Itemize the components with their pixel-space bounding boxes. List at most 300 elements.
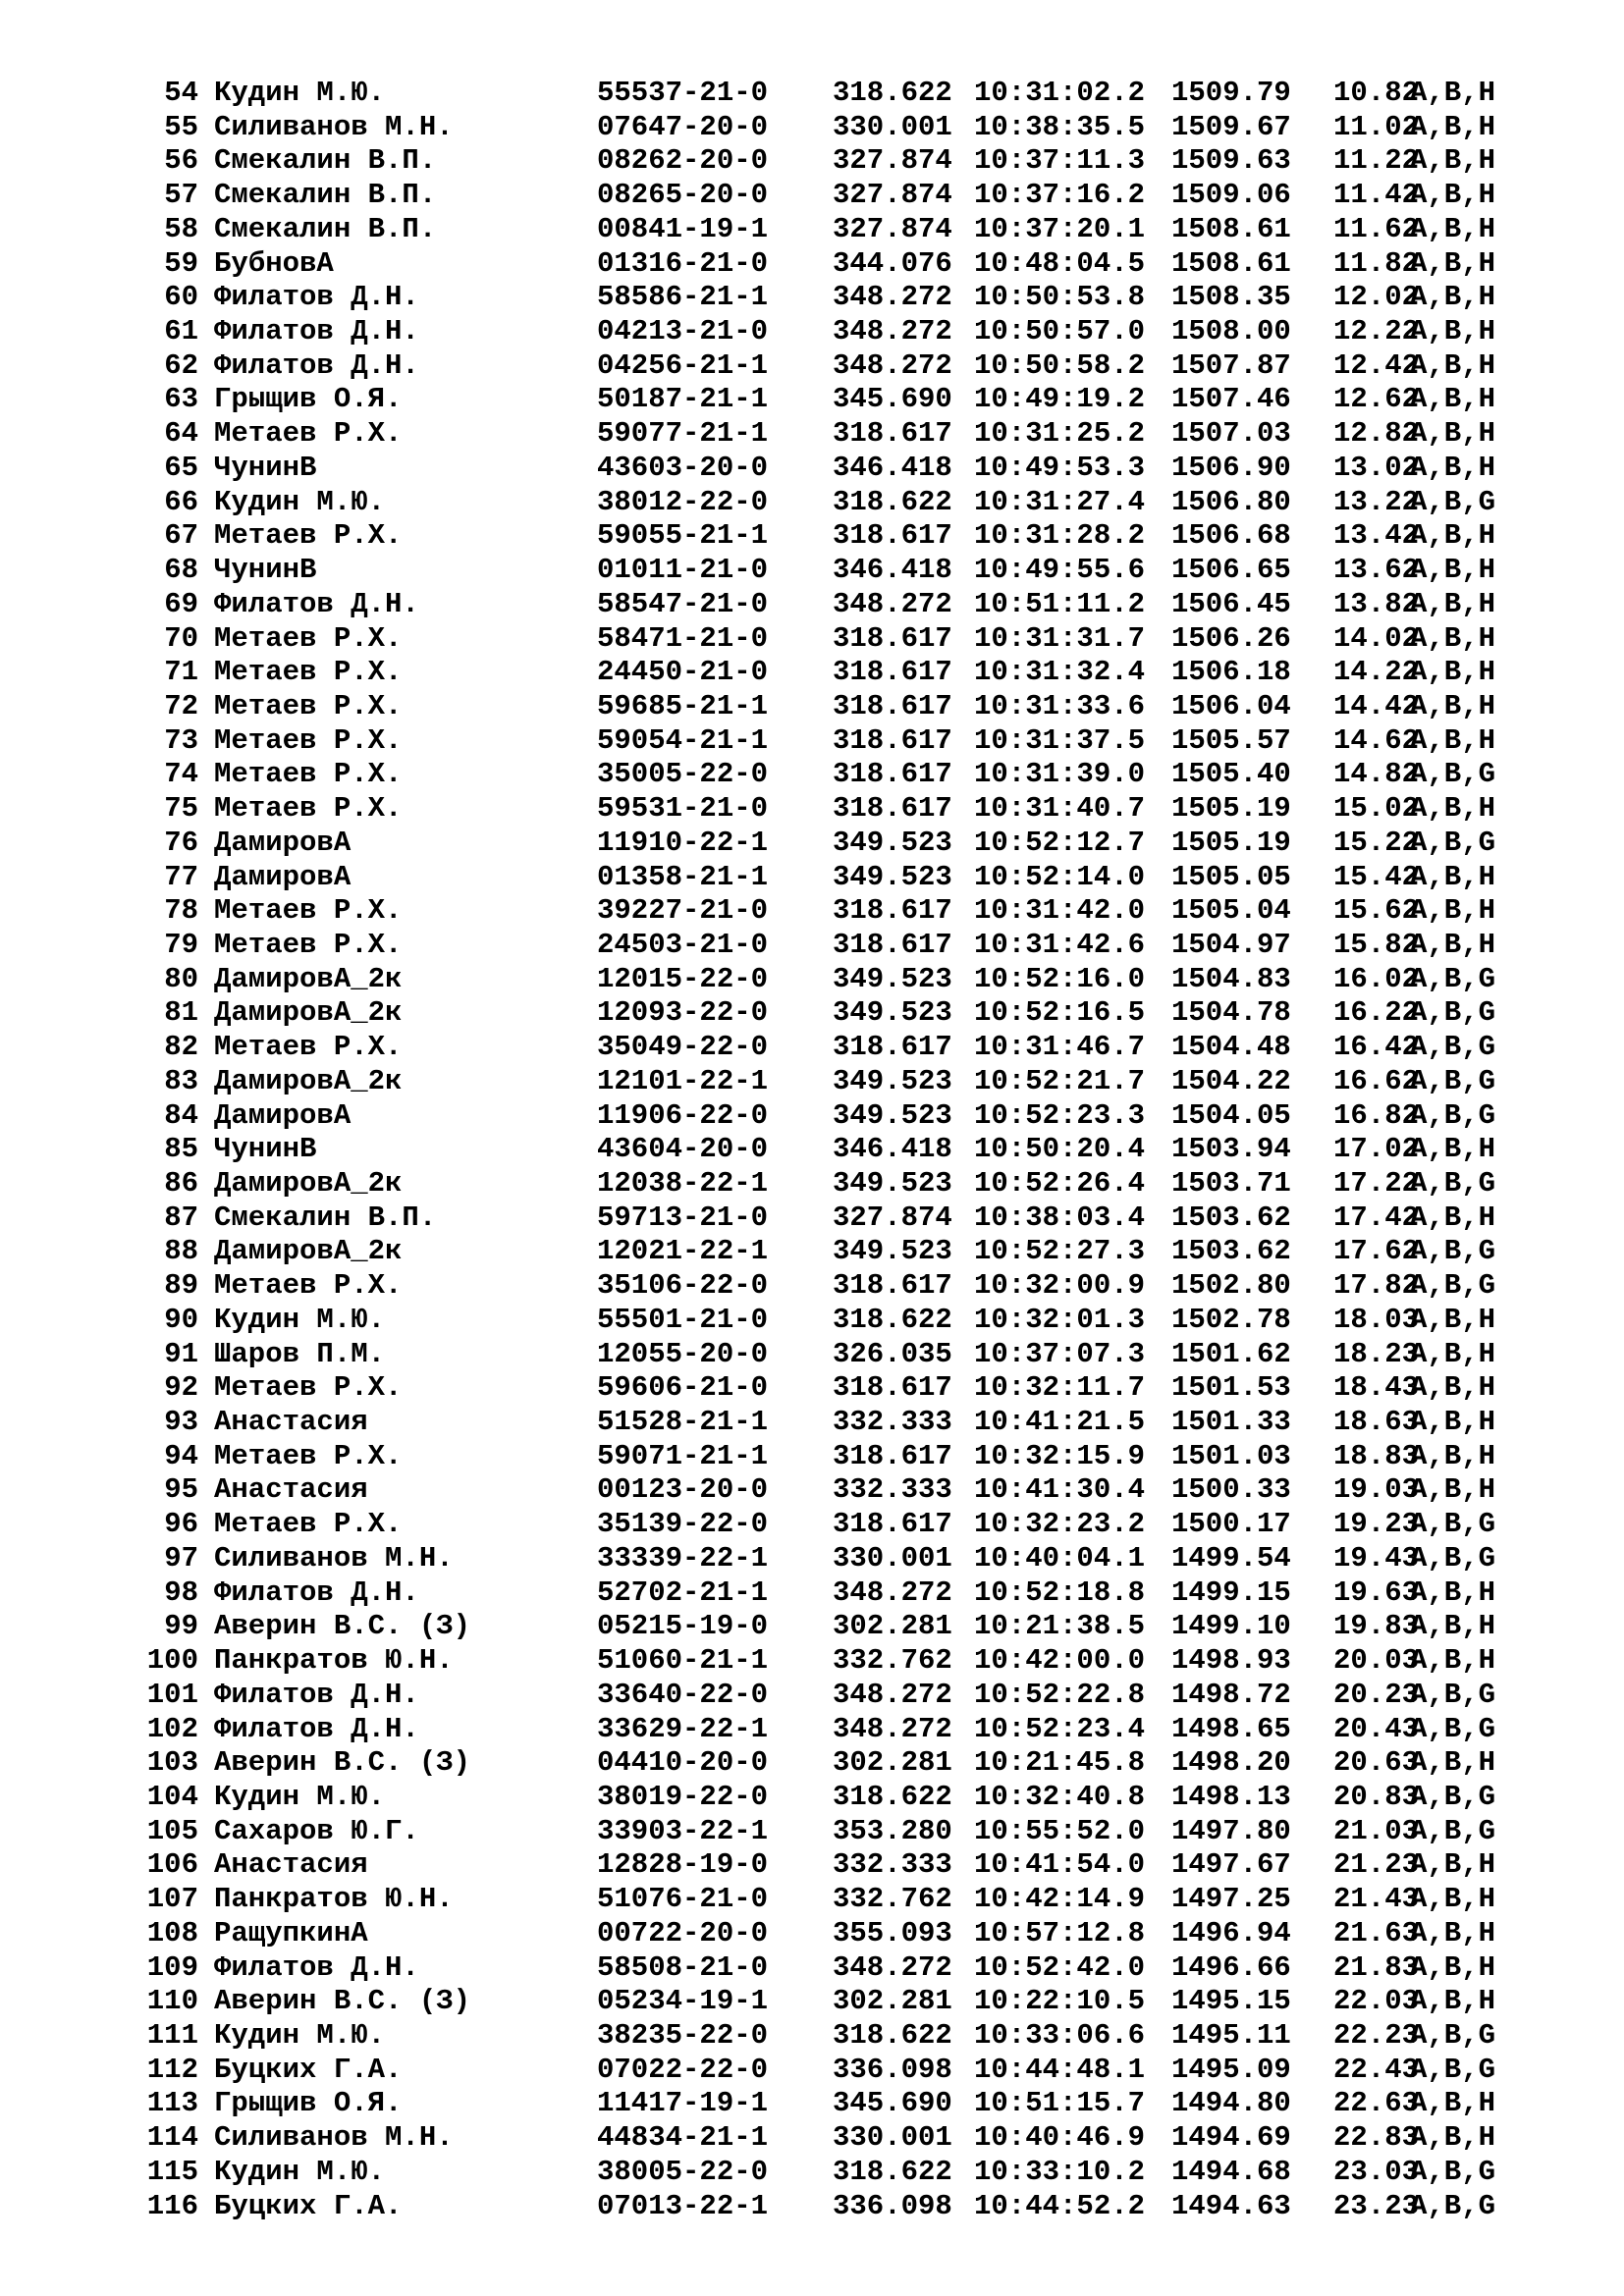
table-row: [137, 1338, 1561, 1372]
speed-value: 1496.66: [1171, 1950, 1291, 1984]
distance-value: 346.418: [833, 554, 952, 587]
fancier-name: ДамировА: [214, 860, 352, 893]
coefficient-value: 14.82: [1333, 758, 1420, 791]
row-number: 112: [146, 2053, 198, 2086]
fancier-name: БубновА: [214, 246, 334, 280]
arrival-time: 10:51:15.7: [974, 2087, 1146, 2120]
speed-value: 1494.69: [1171, 2121, 1291, 2155]
category-flags: A,B,H: [1410, 1610, 1496, 1643]
distance-value: 302.281: [833, 1610, 952, 1643]
coefficient-value: 16.82: [1333, 1098, 1420, 1132]
coefficient-value: 11.02: [1333, 110, 1420, 143]
speed-value: 1503.62: [1171, 1235, 1291, 1268]
coefficient-value: 20.03: [1333, 1644, 1420, 1678]
fancier-name: Метаев Р.Х.: [214, 519, 403, 553]
fancier-name: Кудин М.Ю.: [214, 485, 386, 518]
fancier-name: Силиванов М.Н.: [214, 110, 454, 143]
arrival-time: 10:55:52.0: [974, 1814, 1146, 1847]
results-list: [137, 77, 1561, 2223]
ring-number: 59071-21-1: [597, 1439, 769, 1472]
coefficient-value: 19.03: [1333, 1473, 1420, 1507]
coefficient-value: 19.43: [1333, 1541, 1420, 1575]
table-row: [137, 247, 1561, 282]
fancier-name: ДамировА_2к: [214, 1064, 403, 1097]
fancier-name: ДамировА_2к: [214, 1167, 403, 1200]
row-number: 75: [164, 792, 198, 826]
table-row: [137, 486, 1561, 520]
distance-value: 348.272: [833, 1575, 952, 1609]
arrival-time: 10:37:11.3: [974, 144, 1146, 178]
distance-value: 353.280: [833, 1814, 952, 1847]
table-row: [137, 1848, 1561, 1883]
fancier-name: Буцких Г.А.: [214, 2189, 403, 2222]
category-flags: A,B,H: [1410, 1746, 1496, 1780]
category-flags: A,B,G: [1410, 1508, 1496, 1541]
row-number: 111: [146, 2018, 198, 2052]
speed-value: 1495.11: [1171, 2018, 1291, 2052]
fancier-name: Филатов Д.Н.: [214, 1712, 419, 1745]
fancier-name: Аверин В.С. (З): [214, 1610, 471, 1643]
speed-value: 1501.03: [1171, 1439, 1291, 1472]
coefficient-value: 14.22: [1333, 656, 1420, 689]
distance-value: 330.001: [833, 110, 952, 143]
table-row: [137, 2121, 1561, 2156]
table-row: [137, 1746, 1561, 1781]
row-number: 84: [164, 1098, 198, 1132]
row-number: 95: [164, 1473, 198, 1507]
coefficient-value: 12.42: [1333, 348, 1420, 382]
distance-value: 318.617: [833, 621, 952, 655]
table-row: [137, 1201, 1561, 1236]
coefficient-value: 22.83: [1333, 2121, 1420, 2155]
coefficient-value: 22.23: [1333, 2018, 1420, 2052]
fancier-name: Смекалин В.П.: [214, 179, 437, 212]
table-row: [137, 1440, 1561, 1474]
coefficient-value: 15.42: [1333, 860, 1420, 893]
speed-value: 1505.04: [1171, 894, 1291, 928]
arrival-time: 10:41:21.5: [974, 1406, 1146, 1439]
distance-value: 336.098: [833, 2189, 952, 2222]
row-number: 97: [164, 1541, 198, 1575]
table-row: [137, 656, 1561, 690]
speed-value: 1505.05: [1171, 860, 1291, 893]
fancier-name: Филатов Д.Н.: [214, 1575, 419, 1609]
table-row: [137, 554, 1561, 588]
arrival-time: 10:40:46.9: [974, 2121, 1146, 2155]
ring-number: 50187-21-1: [597, 383, 769, 416]
coefficient-value: 13.82: [1333, 587, 1420, 620]
arrival-time: 10:31:40.7: [974, 792, 1146, 826]
speed-value: 1509.67: [1171, 110, 1291, 143]
coefficient-value: 17.62: [1333, 1235, 1420, 1268]
arrival-time: 10:52:26.4: [974, 1167, 1146, 1200]
coefficient-value: 22.63: [1333, 2087, 1420, 2120]
speed-value: 1504.97: [1171, 928, 1291, 961]
row-number: 96: [164, 1508, 198, 1541]
arrival-time: 10:37:07.3: [974, 1337, 1146, 1370]
row-number: 102: [146, 1712, 198, 1745]
speed-value: 1506.65: [1171, 554, 1291, 587]
ring-number: 59606-21-0: [597, 1371, 769, 1405]
arrival-time: 10:41:30.4: [974, 1473, 1146, 1507]
speed-value: 1509.63: [1171, 144, 1291, 178]
coefficient-value: 22.43: [1333, 2053, 1420, 2086]
ring-number: 07022-22-0: [597, 2053, 769, 2086]
arrival-time: 10:52:16.0: [974, 962, 1146, 995]
category-flags: A,B,H: [1410, 1575, 1496, 1609]
row-number: 67: [164, 519, 198, 553]
arrival-time: 10:31:46.7: [974, 1031, 1146, 1064]
arrival-time: 10:52:18.8: [974, 1575, 1146, 1609]
fancier-name: Метаев Р.Х.: [214, 656, 403, 689]
speed-value: 1503.94: [1171, 1133, 1291, 1166]
speed-value: 1500.33: [1171, 1473, 1291, 1507]
table-row: [137, 1133, 1561, 1167]
fancier-name: Метаев Р.Х.: [214, 1371, 403, 1405]
distance-value: 348.272: [833, 1712, 952, 1745]
speed-value: 1504.22: [1171, 1064, 1291, 1097]
table-row: [137, 1508, 1561, 1542]
category-flags: A,B,H: [1410, 110, 1496, 143]
row-number: 91: [164, 1337, 198, 1370]
coefficient-value: 21.23: [1333, 1848, 1420, 1882]
table-row: [137, 2019, 1561, 2054]
coefficient-value: 16.22: [1333, 996, 1420, 1030]
fancier-name: Кудин М.Ю.: [214, 2018, 386, 2052]
category-flags: A,B,H: [1410, 246, 1496, 280]
table-row: [137, 452, 1561, 486]
arrival-time: 10:33:10.2: [974, 2155, 1146, 2188]
category-flags: A,B,H: [1410, 928, 1496, 961]
arrival-time: 10:40:04.1: [974, 1541, 1146, 1575]
ring-number: 44834-21-1: [597, 2121, 769, 2155]
distance-value: 345.690: [833, 383, 952, 416]
speed-value: 1501.62: [1171, 1337, 1291, 1370]
ring-number: 59531-21-0: [597, 792, 769, 826]
coefficient-value: 14.42: [1333, 689, 1420, 722]
speed-value: 1504.48: [1171, 1031, 1291, 1064]
distance-value: 348.272: [833, 1678, 952, 1711]
coefficient-value: 18.23: [1333, 1337, 1420, 1370]
table-row: [137, 827, 1561, 861]
arrival-time: 10:50:57.0: [974, 315, 1146, 348]
coefficient-value: 11.22: [1333, 144, 1420, 178]
table-row: [137, 1406, 1561, 1440]
ring-number: 12021-22-1: [597, 1235, 769, 1268]
category-flags: A,B,G: [1410, 1678, 1496, 1711]
speed-value: 1508.35: [1171, 281, 1291, 314]
coefficient-value: 20.83: [1333, 1780, 1420, 1813]
ring-number: 38012-22-0: [597, 485, 769, 518]
row-number: 85: [164, 1133, 198, 1166]
table-row: [137, 929, 1561, 963]
coefficient-value: 21.83: [1333, 1950, 1420, 1984]
row-number: 58: [164, 212, 198, 245]
row-number: 62: [164, 348, 198, 382]
fancier-name: Филатов Д.Н.: [214, 587, 419, 620]
distance-value: 332.762: [833, 1644, 952, 1678]
row-number: 73: [164, 723, 198, 757]
category-flags: A,B,H: [1410, 554, 1496, 587]
coefficient-value: 16.62: [1333, 1064, 1420, 1097]
ring-number: 35049-22-0: [597, 1031, 769, 1064]
row-number: 68: [164, 554, 198, 587]
arrival-time: 10:42:14.9: [974, 1883, 1146, 1916]
distance-value: 336.098: [833, 2053, 952, 2086]
coefficient-value: 14.62: [1333, 723, 1420, 757]
row-number: 60: [164, 281, 198, 314]
ring-number: 04410-20-0: [597, 1746, 769, 1780]
ring-number: 35005-22-0: [597, 758, 769, 791]
speed-value: 1501.33: [1171, 1406, 1291, 1439]
row-number: 74: [164, 758, 198, 791]
row-number: 99: [164, 1610, 198, 1643]
distance-value: 345.690: [833, 2087, 952, 2120]
coefficient-value: 11.42: [1333, 179, 1420, 212]
row-number: 61: [164, 315, 198, 348]
distance-value: 318.617: [833, 1508, 952, 1541]
fancier-name: Силиванов М.Н.: [214, 1541, 454, 1575]
ring-number: 12101-22-1: [597, 1064, 769, 1097]
distance-value: 348.272: [833, 1950, 952, 1984]
speed-value: 1508.00: [1171, 315, 1291, 348]
category-flags: A,B,G: [1410, 1064, 1496, 1097]
arrival-time: 10:32:23.2: [974, 1508, 1146, 1541]
category-flags: A,B,G: [1410, 826, 1496, 859]
coefficient-value: 21.63: [1333, 1916, 1420, 1949]
category-flags: A,B,H: [1410, 144, 1496, 178]
arrival-time: 10:49:53.3: [974, 451, 1146, 484]
arrival-time: 10:44:48.1: [974, 2053, 1146, 2086]
coefficient-value: 18.43: [1333, 1371, 1420, 1405]
fancier-name: Филатов Д.Н.: [214, 281, 419, 314]
speed-value: 1498.65: [1171, 1712, 1291, 1745]
distance-value: 344.076: [833, 246, 952, 280]
category-flags: A,B,H: [1410, 348, 1496, 382]
category-flags: A,B,H: [1410, 1883, 1496, 1916]
distance-value: 332.762: [833, 1883, 952, 1916]
row-number: 78: [164, 894, 198, 928]
arrival-time: 10:31:39.0: [974, 758, 1146, 791]
distance-value: 318.617: [833, 689, 952, 722]
coefficient-value: 14.02: [1333, 621, 1420, 655]
fancier-name: Шаров П.М.: [214, 1337, 386, 1370]
table-row: [137, 1781, 1561, 1815]
row-number: 79: [164, 928, 198, 961]
fancier-name: ЧунинВ: [214, 1133, 317, 1166]
speed-value: 1495.09: [1171, 2053, 1291, 2086]
arrival-time: 10:52:42.0: [974, 1950, 1146, 1984]
coefficient-value: 21.03: [1333, 1814, 1420, 1847]
coefficient-value: 18.83: [1333, 1439, 1420, 1472]
arrival-time: 10:52:22.8: [974, 1678, 1146, 1711]
row-number: 70: [164, 621, 198, 655]
fancier-name: ЧунинВ: [214, 554, 317, 587]
speed-value: 1498.13: [1171, 1780, 1291, 1813]
table-row: [137, 1167, 1561, 1201]
distance-value: 318.617: [833, 656, 952, 689]
category-flags: A,B,H: [1410, 1439, 1496, 1472]
speed-value: 1509.06: [1171, 179, 1291, 212]
coefficient-value: 11.82: [1333, 246, 1420, 280]
fancier-name: Панкратов Ю.Н.: [214, 1644, 454, 1678]
coefficient-value: 12.82: [1333, 417, 1420, 451]
table-row: [137, 213, 1561, 247]
coefficient-value: 17.82: [1333, 1269, 1420, 1303]
fancier-name: Метаев Р.Х.: [214, 621, 403, 655]
arrival-time: 10:21:38.5: [974, 1610, 1146, 1643]
fancier-name: Филатов Д.Н.: [214, 348, 419, 382]
distance-value: 318.617: [833, 1269, 952, 1303]
table-row: [137, 2054, 1561, 2088]
distance-value: 349.523: [833, 826, 952, 859]
ring-number: 33640-22-0: [597, 1678, 769, 1711]
coefficient-value: 16.02: [1333, 962, 1420, 995]
row-number: 80: [164, 962, 198, 995]
arrival-time: 10:52:21.7: [974, 1064, 1146, 1097]
table-row: [137, 77, 1561, 111]
category-flags: A,B,H: [1410, 451, 1496, 484]
distance-value: 318.622: [833, 77, 952, 109]
category-flags: A,B,G: [1410, 1712, 1496, 1745]
row-number: 113: [146, 2087, 198, 2120]
speed-value: 1503.62: [1171, 1201, 1291, 1234]
category-flags: A,B,H: [1410, 1133, 1496, 1166]
speed-value: 1506.18: [1171, 656, 1291, 689]
fancier-name: Панкратов Ю.Н.: [214, 1883, 454, 1916]
speed-value: 1508.61: [1171, 212, 1291, 245]
arrival-time: 10:31:31.7: [974, 621, 1146, 655]
speed-value: 1497.80: [1171, 1814, 1291, 1847]
ring-number: 39227-21-0: [597, 894, 769, 928]
ring-number: 12055-20-0: [597, 1337, 769, 1370]
category-flags: A,B,H: [1410, 519, 1496, 553]
arrival-time: 10:32:15.9: [974, 1439, 1146, 1472]
ring-number: 55501-21-0: [597, 1303, 769, 1336]
fancier-name: Филатов Д.Н.: [214, 1678, 419, 1711]
fancier-name: Буцких Г.А.: [214, 2053, 403, 2086]
row-number: 81: [164, 996, 198, 1030]
fancier-name: Силиванов М.Н.: [214, 2121, 454, 2155]
arrival-time: 10:31:42.0: [974, 894, 1146, 928]
table-row: [137, 622, 1561, 657]
fancier-name: ДамировА: [214, 1098, 352, 1132]
coefficient-value: 19.23: [1333, 1508, 1420, 1541]
fancier-name: Метаев Р.Х.: [214, 894, 403, 928]
arrival-time: 10:31:02.2: [974, 77, 1146, 109]
category-flags: A,B,H: [1410, 689, 1496, 722]
category-flags: A,B,H: [1410, 656, 1496, 689]
coefficient-value: 13.42: [1333, 519, 1420, 553]
coefficient-value: 12.02: [1333, 281, 1420, 314]
table-row: [137, 724, 1561, 759]
coefficient-value: 16.42: [1333, 1031, 1420, 1064]
arrival-time: 10:31:33.6: [974, 689, 1146, 722]
distance-value: 326.035: [833, 1337, 952, 1370]
row-number: 90: [164, 1303, 198, 1336]
coefficient-value: 18.03: [1333, 1303, 1420, 1336]
ring-number: 51076-21-0: [597, 1883, 769, 1916]
distance-value: 332.333: [833, 1848, 952, 1882]
distance-value: 327.874: [833, 144, 952, 178]
ring-number: 12828-19-0: [597, 1848, 769, 1882]
ring-number: 00123-20-0: [597, 1473, 769, 1507]
distance-value: 318.622: [833, 485, 952, 518]
fancier-name: Метаев Р.Х.: [214, 928, 403, 961]
speed-value: 1507.03: [1171, 417, 1291, 451]
category-flags: A,B,H: [1410, 1201, 1496, 1234]
distance-value: 318.617: [833, 519, 952, 553]
category-flags: A,B,H: [1410, 1406, 1496, 1439]
speed-value: 1499.10: [1171, 1610, 1291, 1643]
distance-value: 318.617: [833, 417, 952, 451]
category-flags: A,B,G: [1410, 1098, 1496, 1132]
row-number: 54: [164, 77, 198, 109]
fancier-name: Анастасия: [214, 1406, 368, 1439]
row-number: 72: [164, 689, 198, 722]
ring-number: 58508-21-0: [597, 1950, 769, 1984]
category-flags: A,B,H: [1410, 212, 1496, 245]
fancier-name: Анастасия: [214, 1848, 368, 1882]
row-number: 71: [164, 656, 198, 689]
distance-value: 348.272: [833, 281, 952, 314]
row-number: 64: [164, 417, 198, 451]
table-row: [137, 758, 1561, 792]
row-number: 66: [164, 485, 198, 518]
coefficient-value: 13.02: [1333, 451, 1420, 484]
fancier-name: Метаев Р.Х.: [214, 723, 403, 757]
ring-number: 08265-20-0: [597, 179, 769, 212]
ring-number: 38235-22-0: [597, 2018, 769, 2052]
ring-number: 05215-19-0: [597, 1610, 769, 1643]
row-number: 106: [146, 1848, 198, 1882]
speed-value: 1497.25: [1171, 1883, 1291, 1916]
ring-number: 05234-19-1: [597, 1985, 769, 2018]
coefficient-value: 17.42: [1333, 1201, 1420, 1234]
speed-value: 1506.90: [1171, 451, 1291, 484]
fancier-name: ДамировА_2к: [214, 1235, 403, 1268]
arrival-time: 10:41:54.0: [974, 1848, 1146, 1882]
row-number: 115: [146, 2155, 198, 2188]
arrival-time: 10:52:12.7: [974, 826, 1146, 859]
speed-value: 1505.57: [1171, 723, 1291, 757]
coefficient-value: 15.22: [1333, 826, 1420, 859]
speed-value: 1506.26: [1171, 621, 1291, 655]
ring-number: 00841-19-1: [597, 212, 769, 245]
coefficient-value: 17.22: [1333, 1167, 1420, 1200]
speed-value: 1499.15: [1171, 1575, 1291, 1609]
distance-value: 318.617: [833, 758, 952, 791]
category-flags: A,B,H: [1410, 1644, 1496, 1678]
arrival-time: 10:52:23.3: [974, 1098, 1146, 1132]
coefficient-value: 23.03: [1333, 2155, 1420, 2188]
arrival-time: 10:49:19.2: [974, 383, 1146, 416]
speed-value: 1505.40: [1171, 758, 1291, 791]
category-flags: A,B,G: [1410, 1780, 1496, 1813]
category-flags: A,B,H: [1410, 1848, 1496, 1882]
arrival-time: 10:31:25.2: [974, 417, 1146, 451]
speed-value: 1507.87: [1171, 348, 1291, 382]
category-flags: A,B,G: [1410, 1541, 1496, 1575]
fancier-name: ЧунинВ: [214, 451, 317, 484]
distance-value: 349.523: [833, 962, 952, 995]
coefficient-value: 20.63: [1333, 1746, 1420, 1780]
distance-value: 318.617: [833, 928, 952, 961]
speed-value: 1501.53: [1171, 1371, 1291, 1405]
arrival-time: 10:44:52.2: [974, 2189, 1146, 2222]
speed-value: 1505.19: [1171, 792, 1291, 826]
category-flags: A,B,G: [1410, 996, 1496, 1030]
